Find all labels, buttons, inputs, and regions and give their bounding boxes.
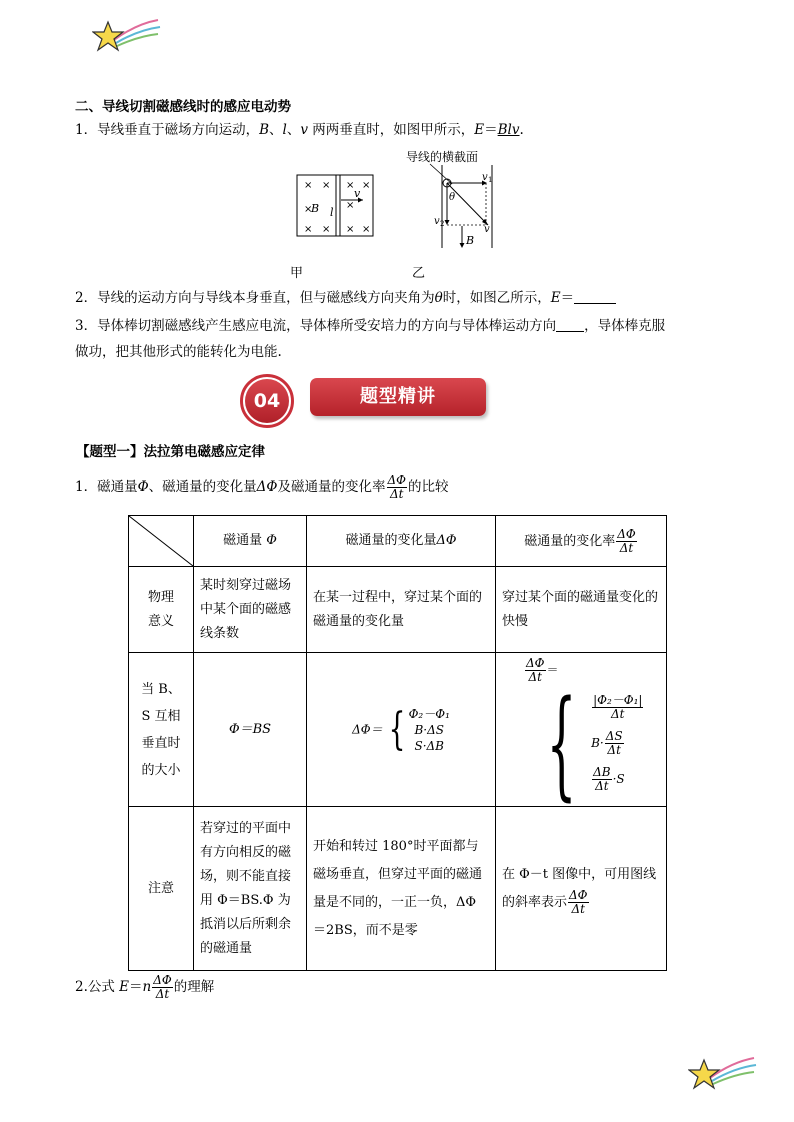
item-1-v: v: [300, 122, 308, 138]
row-label-line: 物理: [147, 589, 174, 605]
fraction-denominator: Δt: [571, 901, 586, 916]
item-1-sep1: 、: [269, 122, 283, 138]
change-lhs: ΔΦ＝: [352, 722, 383, 736]
fraction-denominator: Δt: [611, 706, 625, 721]
rate-item-1: [591, 689, 644, 725]
item-1-l: l: [282, 122, 287, 138]
banner-number: 04: [245, 379, 289, 423]
label-v1-sub: 1: [488, 176, 493, 184]
intro-suffix: 的比较: [408, 479, 449, 495]
formula-heading: [75, 974, 214, 1001]
fraction-denominator: Δt: [155, 987, 170, 1001]
row1-rate: 穿过某个面的磁通量变化的快慢: [496, 567, 667, 653]
fraction-numerator: ΔB: [593, 764, 611, 779]
row2-flux: Φ＝BS: [194, 653, 307, 807]
intro-fraction: [387, 474, 408, 501]
star-decoration-bottom: [688, 1052, 758, 1096]
row-label-line: S 互相: [141, 708, 181, 724]
header-flux-rate: [496, 516, 667, 567]
label-b: B: [466, 234, 475, 247]
row3-rate-fraction: [568, 889, 589, 916]
rate-eq: ＝: [546, 663, 559, 677]
rate-item-2: [591, 725, 644, 761]
row3-change: 开始和转过 180°时平面都与磁场垂直，但穿过平面的磁通量是不同的，一正一负，ΔΦ＝2BS，而不是零: [307, 807, 496, 971]
label-v: v: [484, 224, 490, 235]
header-rate-label: 磁通量的变化率: [524, 533, 616, 549]
row-label-line: 当 B、: [141, 681, 181, 697]
fraction-numerator: ΔΦ: [153, 973, 172, 987]
star-decoration-top: [92, 14, 162, 58]
brace-item: Φ₂－Φ₁: [408, 706, 450, 721]
fraction-numerator: ΔS: [605, 728, 623, 743]
item-2: [75, 288, 616, 308]
fraction-numerator: |Φ₂－Φ₁|: [593, 692, 643, 707]
formula-suffix: 的理解: [173, 979, 215, 995]
rate-item-3: [591, 761, 644, 797]
rate-item-fraction: [592, 694, 643, 721]
row-label-line: 垂直时: [141, 735, 181, 751]
cross-mark: ×: [304, 180, 313, 191]
rate-brace: { $\frac{\text{|Φ₂－Φ₁|}}{\Delta t}$ B· $\frac{\Delta S}{\Delta t}$ $\frac{\Delta B}{\Delta t}$ ·S: [546, 674, 643, 812]
cross-mark: ×: [362, 180, 371, 191]
figure-b-caption: 导线的横截面: [406, 150, 479, 164]
item-1-b: B: [259, 122, 270, 138]
row3-rate: [496, 807, 667, 971]
header-change-label: 磁通量的变化量: [345, 533, 437, 548]
fraction-denominator: Δt: [390, 487, 404, 501]
rate-item-fraction: [592, 766, 611, 793]
formula-n: n: [142, 979, 152, 995]
item-3: [75, 316, 725, 336]
comparison-intro: [75, 474, 449, 501]
item-2-prefix: 2．导线的运动方向与导线本身垂直，但与磁感线方向夹角为: [75, 290, 435, 306]
fraction-denominator: Δt: [595, 778, 609, 793]
item-1-e: E: [474, 122, 485, 138]
answer-blank: [574, 289, 616, 304]
item-1-blv: Blv: [497, 122, 520, 138]
item-2-eq: ＝: [560, 290, 575, 306]
row1-change: 在某一过程中，穿过某个面的磁通量的变化量: [307, 567, 496, 653]
fraction-denominator: Δt: [607, 742, 621, 757]
formula-fraction: [152, 974, 173, 1001]
header-flux-symbol: Φ: [266, 533, 277, 548]
header-flux-change: [307, 516, 496, 567]
cross-mark: ×: [322, 224, 331, 235]
label-l: l: [330, 206, 334, 219]
cross-mark: ×: [346, 200, 355, 211]
row-label: [129, 653, 194, 807]
header-flux: [194, 516, 307, 567]
label-v1: v: [482, 172, 488, 183]
intro-mid2: 及磁通量的变化率: [277, 479, 386, 495]
item-2-mid: 时，如图乙所示，: [442, 290, 551, 306]
brace-item: B·ΔS: [414, 722, 445, 737]
type1-heading: 【题型一】法拉第电磁感应定律: [76, 444, 265, 460]
item-1-mid: 两两垂直时，如图甲所示，: [307, 122, 475, 138]
item-1-eq: ＝: [484, 122, 498, 138]
header-flux-label: 磁通量: [223, 533, 263, 548]
intro-dphi: ΔΦ: [256, 479, 278, 495]
intro-phi: Φ: [137, 479, 149, 495]
figure-b-label: 乙: [412, 266, 426, 281]
header-rate-fraction: [616, 528, 637, 555]
item-2-theta: θ: [434, 290, 443, 306]
row2-change: [307, 653, 496, 807]
formula-prefix: 2.公式: [75, 979, 120, 995]
row3-rate-text: 在 Φ－t 图像中，可用图线的斜率表示: [502, 866, 657, 910]
row3-flux: 若穿过的平面中有方向相反的磁场，则不能直接用 Φ＝BS.Φ 为抵消以后所剩余的磁通量: [194, 807, 307, 971]
label-v2-sub: 2: [440, 220, 445, 228]
change-brace: { Φ₂－Φ₁ B·ΔS S·ΔB: [388, 703, 450, 755]
item-1-end: .: [519, 122, 524, 138]
fraction-numerator: ΔΦ: [387, 473, 407, 487]
header-change-symbol: ΔΦ: [436, 533, 457, 548]
section-banner: [240, 374, 492, 424]
comparison-table: [128, 515, 667, 971]
brace-item: S·ΔB: [414, 738, 445, 753]
section-heading: 二、导线切割磁感线时的感应电动势: [75, 99, 291, 115]
row-label-line: 的大小: [141, 762, 181, 778]
fraction-numerator: ΔΦ: [526, 656, 545, 670]
rate-item-prefix: B·: [591, 736, 604, 750]
fraction-denominator: Δt: [619, 540, 634, 555]
cross-mark: ×: [346, 180, 355, 191]
row2-rate: [496, 653, 667, 812]
banner-title: 题型精讲: [360, 386, 436, 407]
cross-mark: ×: [362, 224, 371, 235]
label-v: v: [354, 187, 361, 200]
item-3-line2: 做功，把其他形式的能转化为电能.: [75, 344, 282, 360]
item-1-sep2: 、: [286, 122, 301, 138]
item-3-line1b: ，导体棒克服: [584, 318, 666, 334]
label-v2: v: [434, 216, 440, 227]
intro-prefix: 1．磁通量: [75, 479, 138, 495]
cross-mark: ×: [304, 224, 313, 235]
label-b: B: [311, 202, 320, 215]
item-3-line1: 3．导体棒切割磁感线产生感应电流，导体棒所受安培力的方向与导体棒运动方向: [75, 318, 557, 334]
rate-lhs-fraction: [525, 657, 546, 684]
formula-eq: ＝: [129, 979, 143, 995]
intro-mid1: 、磁通量的变化量: [148, 479, 257, 495]
cross-mark: ×: [346, 224, 355, 235]
label-theta: θ: [449, 192, 456, 203]
fraction-numerator: ΔΦ: [569, 887, 588, 902]
row-label-line: 意义: [147, 613, 174, 629]
rate-item-suffix: ·S: [612, 772, 625, 786]
row-label: [129, 567, 194, 653]
table-corner-cell: [129, 516, 194, 567]
formula-e: E: [119, 979, 130, 995]
fraction-numerator: ΔΦ: [617, 526, 636, 541]
item-2-e: E: [550, 290, 561, 306]
row-label: 注意: [129, 807, 194, 971]
row1-flux: 某时刻穿过磁场中某个面的磁感线条数: [194, 567, 307, 653]
rate-item-fraction: [605, 730, 624, 757]
answer-blank: [556, 317, 584, 332]
item-1-prefix: 1．导线垂直于磁场方向运动，: [75, 122, 260, 138]
fraction-denominator: Δt: [528, 670, 542, 684]
cross-mark: ×: [322, 180, 331, 191]
cross-mark: ×: [304, 204, 313, 215]
table-row: [129, 567, 667, 653]
diagonal-line: [129, 516, 193, 566]
item-1: [75, 120, 524, 140]
figure-a: [292, 170, 378, 242]
figure-b: [420, 160, 510, 252]
table-row: [129, 807, 667, 971]
figure-a-label: 甲: [290, 266, 304, 281]
table-row: [129, 653, 667, 807]
